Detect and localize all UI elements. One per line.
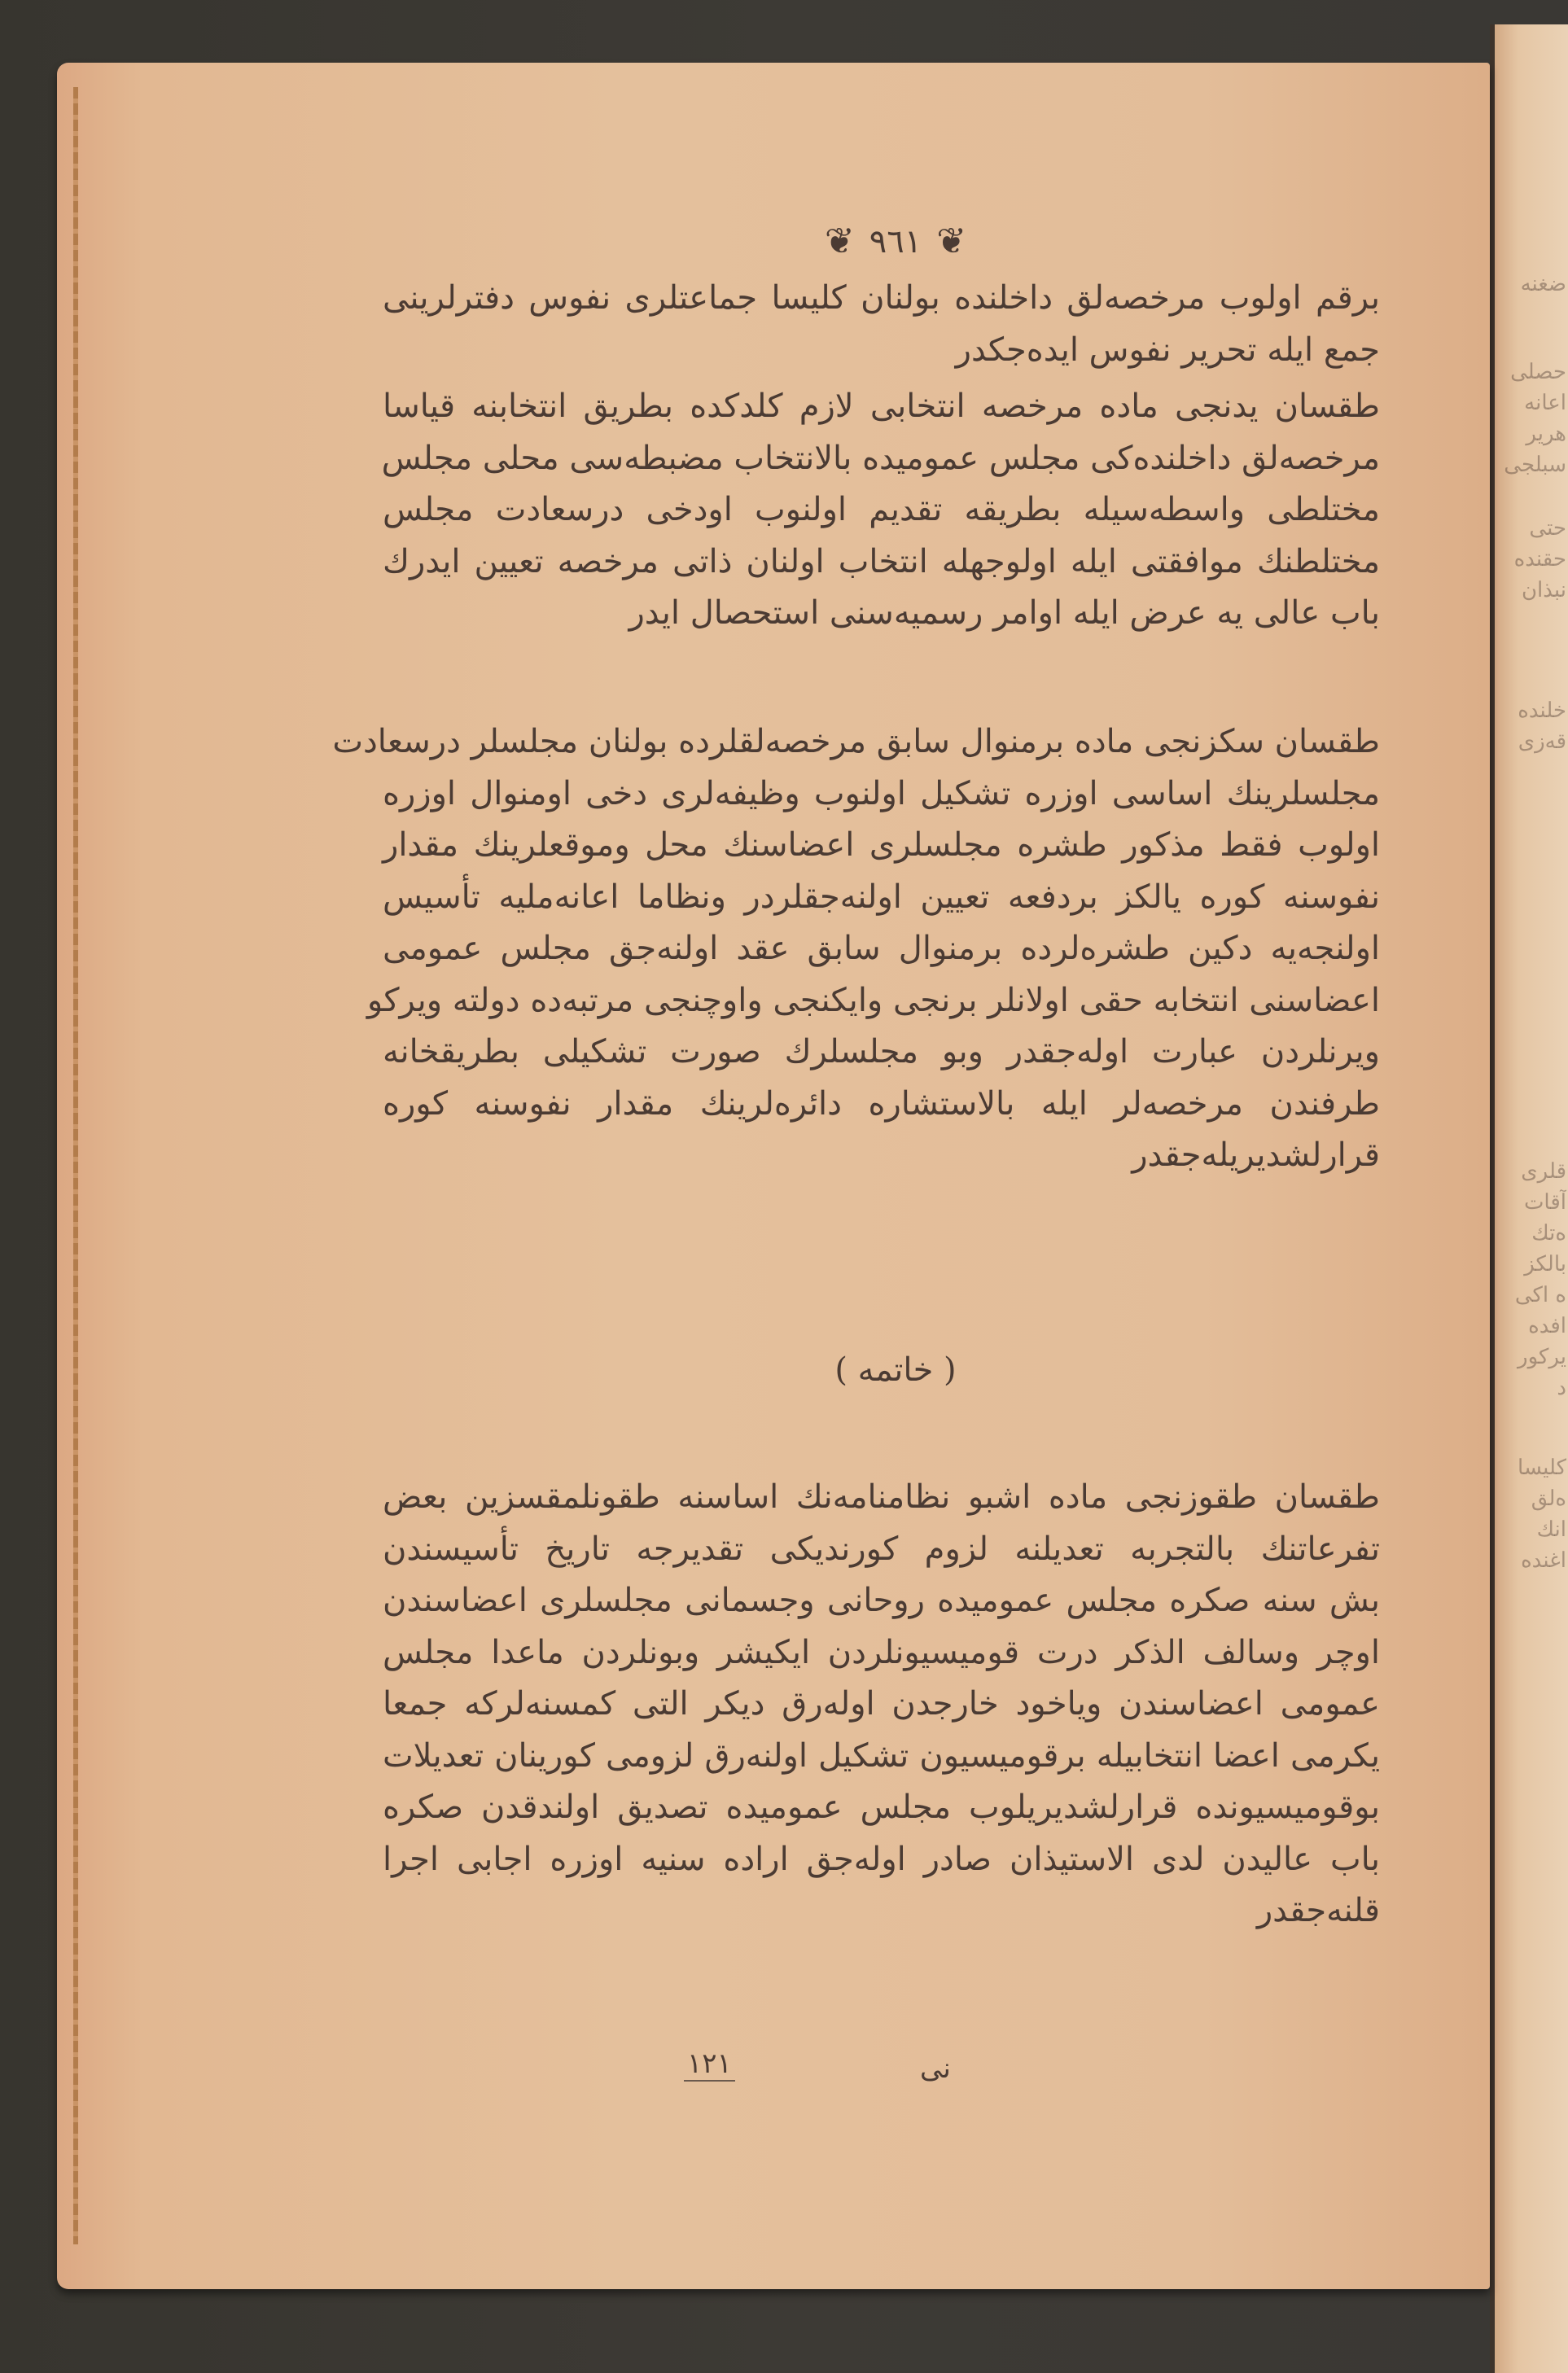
bleed-line: ه‌لق bbox=[1531, 1486, 1566, 1511]
text-line: اولنجه‌يه دكين طشره‌لرده برمنوال سابق عقد اولنه‌جق مجلس عمومى bbox=[383, 930, 1380, 967]
text-line: طقسان سكزنجى ماده برمنوال سابق مرخصه‌لقلرده بولنان مجلسلر درسعادت bbox=[332, 723, 1380, 760]
text-line: باب عالى يه عرض ايله اوامر رسميه‌سنى استحصال ايدر bbox=[629, 594, 1380, 632]
text-line: مختلطى واسطه‌سيله بطريقه تقديم اولنوب اودخى درسعادت مجلس bbox=[383, 491, 1380, 528]
article-78 bbox=[332, 716, 1380, 1182]
text-line: باب عاليدن لدى الاستيذان صادر اوله‌جق اراده سنيه اوزره اجابى اجرا bbox=[383, 1840, 1380, 1878]
page-footer bbox=[651, 2047, 1058, 2096]
page-header bbox=[782, 213, 1010, 270]
bleed-line: كليسا bbox=[1518, 1456, 1566, 1480]
page-number: ٩٦١ bbox=[869, 223, 922, 261]
text-line: طقسان يدنجى ماده مرخصه انتخابى لازم كلدكده بطريق انتخابنه قياسا bbox=[383, 387, 1380, 425]
text-line: قرارلشديريله‌جقدر bbox=[1132, 1136, 1380, 1174]
article-77 bbox=[383, 381, 1380, 640]
text-line: مختلطنك موافقتى ايله اولوجهله انتخاب اولنان ذاتى مرخصه تعيين ايدرك bbox=[383, 542, 1380, 580]
paragraph-continuation bbox=[383, 273, 1380, 376]
adjacent-page-text-bottom bbox=[1503, 1156, 1566, 1576]
bleed-line: بالكز bbox=[1524, 1252, 1566, 1276]
text-line: بوقوميسيونده قرارلشديريلوب مجلس عموميده تصديق اولندقدن صكره bbox=[383, 1789, 1380, 1826]
bleed-line: قه‌زى bbox=[1518, 729, 1566, 754]
bleed-line: حصلى bbox=[1510, 360, 1566, 384]
adjacent-page-text-top bbox=[1503, 269, 1566, 757]
bleed-line: خلنده bbox=[1518, 698, 1566, 723]
text-line: طرفندن مرخصه‌لر ايله بالاستشاره دائره‌لرينك مقدار نفوسنه كوره bbox=[383, 1084, 1380, 1123]
text-line: يكرمى اعضا انتخابيله برقوميسيون تشكيل اولنه‌رق لزومى كورينان تعديلات bbox=[383, 1736, 1380, 1775]
bleed-line: اعانه bbox=[1524, 391, 1566, 415]
bleed-line: ضغنه bbox=[1520, 272, 1566, 296]
bleed-line: انك bbox=[1536, 1517, 1566, 1542]
bleed-line: حتى bbox=[1529, 516, 1566, 541]
bleed-line: اغنده bbox=[1521, 1548, 1566, 1573]
bleed-line: د bbox=[1557, 1376, 1566, 1400]
fleuron-left-icon: ❦ bbox=[824, 221, 855, 262]
fleuron-right-icon: ❦ bbox=[936, 221, 967, 262]
page-binding-edge bbox=[73, 87, 78, 2244]
sheet-mark: نى bbox=[920, 2052, 951, 2085]
text-line: اولوب فقط مذكور طشره مجلسلرى اعضاسنك محل وموقعلرينك مقدار bbox=[383, 826, 1380, 864]
bleed-line: آقات bbox=[1523, 1190, 1566, 1215]
text-line: عمومى اعضاسندن وياخود خارجدن اوله‌رق ديكر التى كمسنه‌لركه جمعا bbox=[383, 1685, 1380, 1723]
bleed-line: ه‌تك bbox=[1531, 1221, 1566, 1246]
bleed-line: حقنده bbox=[1513, 547, 1566, 571]
text-line: برقم اولوب مرخصه‌لق داخلنده بولنان كليسا جماعتلرى نفوس دفترلرينى bbox=[383, 279, 1380, 317]
section-title-conclusion: ( خاتمه ) bbox=[834, 1351, 957, 1389]
bleed-line: افده bbox=[1528, 1314, 1566, 1338]
bleed-line: قلرى bbox=[1521, 1159, 1566, 1184]
text-line: قلنه‌جقدر bbox=[1256, 1892, 1380, 1929]
bleed-line: نبذان bbox=[1521, 578, 1566, 602]
bleed-line: سبلجى bbox=[1504, 453, 1566, 477]
bleed-line: هرير bbox=[1526, 422, 1566, 446]
printer-signature-mark: ١٢١ bbox=[684, 2047, 735, 2082]
text-line: تفرعاتنك بالتجربه تعديلنه لزوم كورنديكى تقديرجه تاريخ تأسيسندن bbox=[383, 1530, 1380, 1568]
bleed-line: يركور bbox=[1518, 1345, 1566, 1369]
book-gutter bbox=[1490, 24, 1495, 2373]
text-line: جمع ايله تحرير نفوس ايده‌جكدر bbox=[955, 331, 1380, 369]
text-line: اوچر وسالف الذكر درت قوميسيونلردن ايكيشر وبونلردن ماعدا مجلس bbox=[383, 1633, 1380, 1671]
text-line: ويرنلردن عبارت اوله‌جقدر وبو مجلسلرك صورت تشكيلى بطريقخانه bbox=[383, 1033, 1380, 1070]
text-line: اعضاسنى انتخابه حقى اولانلر برنجى وايكنجى واوچنجى مرتبه‌ده دولته ويركو bbox=[366, 981, 1380, 1019]
text-line: طقسان طقوزنجى ماده اشبو نظامنامه‌نك اساسنه طقونلمقسزين بعض bbox=[383, 1478, 1380, 1516]
article-79 bbox=[383, 1472, 1380, 1937]
text-line: نفوسنه كوره يالكز بردفعه تعيين اولنه‌جقلردر ونظاما اعانه‌مليه تأسيس bbox=[383, 878, 1380, 916]
text-line: بش سنه صكره مجلس عموميده روحانى وجسمانى مجلسلرى اعضاسندن bbox=[383, 1582, 1380, 1619]
text-line: مرخصه‌لق داخلنده‌كى مجلس عموميده بالانتخاب مضبطه‌سى محلى مجلس bbox=[381, 439, 1380, 477]
text-line: مجلسلرينك اساسى اوزره تشكيل اولنوب وظيفه‌لرى دخى اومنوال اوزره bbox=[383, 774, 1380, 812]
bleed-line: ه اكى bbox=[1514, 1283, 1566, 1307]
